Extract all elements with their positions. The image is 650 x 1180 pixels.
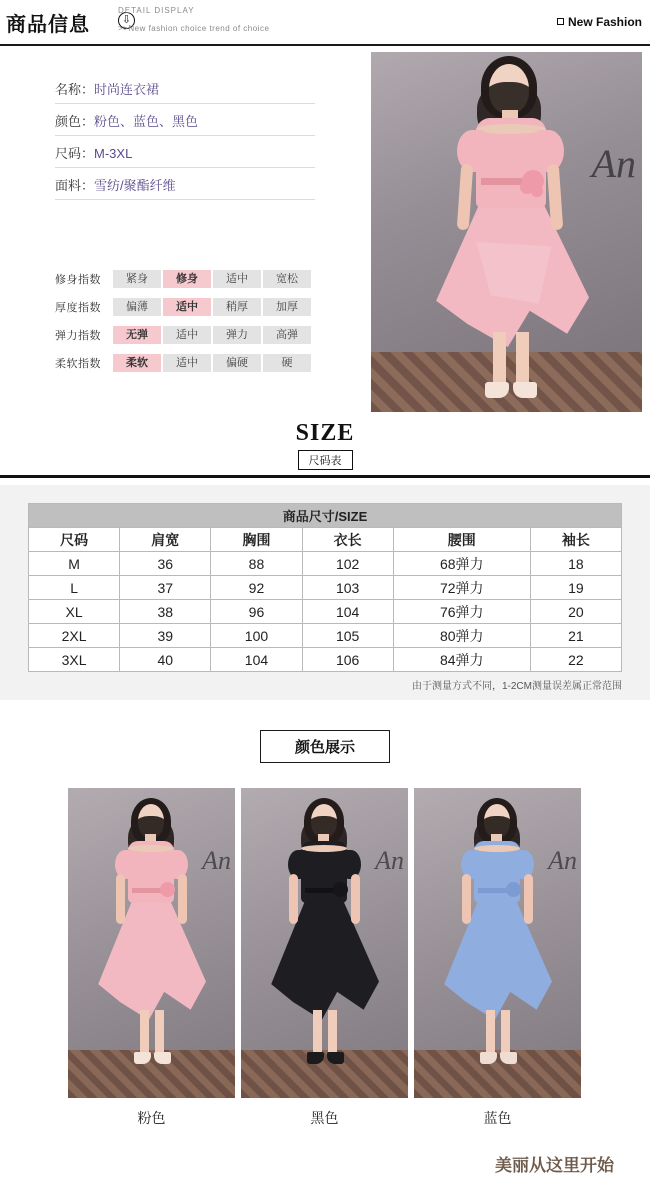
cell-bust: 96 bbox=[211, 600, 302, 624]
model-arm-right bbox=[351, 874, 360, 924]
photo-watermark: An bbox=[375, 846, 404, 875]
index-option: 稍厚 bbox=[213, 298, 261, 316]
model-leg-right bbox=[155, 1010, 164, 1058]
cell-waist: 76弹力 bbox=[393, 600, 530, 624]
index-label-elasticity: 弹力指数 bbox=[55, 330, 101, 342]
color-display-label: 颜色展示 bbox=[260, 730, 390, 763]
product-hero-photo bbox=[371, 52, 642, 412]
spec-row-name bbox=[55, 72, 315, 104]
cell-sleeve: 19 bbox=[530, 576, 621, 600]
col-header-bust: 胸围 bbox=[211, 528, 302, 552]
measurement-note: 由于测量方式不同，1-2CM测量误差属正常范围 bbox=[411, 681, 622, 692]
table-row bbox=[29, 576, 622, 600]
cell-shoulder: 40 bbox=[120, 648, 211, 672]
table-row bbox=[29, 600, 622, 624]
brand-tag bbox=[557, 15, 642, 29]
spec-value-color: 粉色、蓝色、黑色 bbox=[94, 114, 199, 129]
cell-bust: 92 bbox=[211, 576, 302, 600]
section-divider bbox=[0, 475, 650, 478]
cell-length: 105 bbox=[302, 624, 393, 648]
index-option: 硬 bbox=[263, 354, 311, 372]
cell-sleeve: 20 bbox=[530, 600, 621, 624]
spec-row-fabric bbox=[55, 168, 315, 200]
brand-tag-label: New Fashion bbox=[567, 15, 642, 29]
index-row-fit bbox=[55, 270, 313, 288]
photo-watermark: An bbox=[202, 846, 231, 875]
index-option: 宽松 bbox=[263, 270, 311, 288]
table-row bbox=[29, 552, 622, 576]
model-leg-left bbox=[313, 1010, 322, 1058]
flower-corsage bbox=[506, 882, 521, 897]
index-option-selected: 修身 bbox=[163, 270, 211, 288]
model-arm-left bbox=[462, 874, 471, 924]
model-arm-left bbox=[289, 874, 298, 924]
col-header-sleeve: 袖长 bbox=[530, 528, 621, 552]
footer-slogan: 美丽从这里开始 bbox=[495, 1156, 614, 1175]
index-option: 紧身 bbox=[113, 270, 161, 288]
color-label-black: 黑色 bbox=[310, 1110, 339, 1126]
model-shoe-right bbox=[500, 1052, 517, 1064]
model-shoe-right bbox=[154, 1052, 171, 1064]
col-header-size: 尺码 bbox=[29, 528, 120, 552]
cell-bust: 88 bbox=[211, 552, 302, 576]
cell-size: M bbox=[29, 552, 120, 576]
cell-length: 102 bbox=[302, 552, 393, 576]
page-title: 商品信息 bbox=[6, 14, 90, 36]
table-row bbox=[29, 648, 622, 672]
color-item-black[interactable] bbox=[241, 788, 408, 1128]
photo-floor bbox=[241, 1050, 408, 1098]
table-header-row bbox=[29, 528, 622, 552]
cell-size: XL bbox=[29, 600, 120, 624]
spec-label-size: 尺码： bbox=[55, 146, 95, 161]
cell-bust: 100 bbox=[211, 624, 302, 648]
size-heading bbox=[0, 420, 650, 470]
page-header bbox=[0, 0, 650, 46]
index-label-thickness: 厚度指数 bbox=[55, 302, 101, 314]
cell-waist: 68弹力 bbox=[393, 552, 530, 576]
spec-row-color bbox=[55, 104, 315, 136]
model-arm-left bbox=[116, 874, 125, 924]
cell-length: 103 bbox=[302, 576, 393, 600]
color-item-blue[interactable] bbox=[414, 788, 581, 1128]
square-bullet-icon bbox=[557, 18, 564, 25]
color-photo-pink bbox=[68, 788, 235, 1098]
cell-sleeve: 21 bbox=[530, 624, 621, 648]
spec-label-color: 颜色： bbox=[55, 114, 95, 129]
index-row-thickness bbox=[55, 298, 313, 316]
spec-label-name: 名称： bbox=[55, 82, 95, 97]
cold-shoulder-detail bbox=[128, 845, 174, 852]
cell-sleeve: 18 bbox=[530, 552, 621, 576]
down-arrow-circle-icon: ⇩ bbox=[118, 12, 135, 29]
index-label-softness: 柔软指数 bbox=[55, 358, 101, 370]
size-table-section bbox=[0, 485, 650, 700]
cell-sleeve: 22 bbox=[530, 648, 621, 672]
flower-corsage bbox=[333, 882, 348, 897]
index-bars bbox=[55, 270, 313, 382]
cell-size: L bbox=[29, 576, 120, 600]
photo-watermark: An bbox=[591, 141, 636, 186]
index-option: 弹力 bbox=[213, 326, 261, 344]
model-shoe-left bbox=[485, 382, 509, 398]
color-item-pink[interactable] bbox=[68, 788, 235, 1128]
photo-watermark: An bbox=[548, 846, 577, 875]
index-row-softness bbox=[55, 354, 313, 372]
spec-list bbox=[55, 72, 315, 200]
index-option: 加厚 bbox=[263, 298, 311, 316]
color-gallery bbox=[68, 788, 582, 1128]
cell-shoulder: 36 bbox=[120, 552, 211, 576]
photo-floor bbox=[68, 1050, 235, 1098]
table-row bbox=[29, 624, 622, 648]
cell-shoulder: 38 bbox=[120, 600, 211, 624]
index-option-selected: 无弹 bbox=[113, 326, 161, 344]
cell-shoulder: 39 bbox=[120, 624, 211, 648]
model-leg-left bbox=[140, 1010, 149, 1058]
cell-size: 3XL bbox=[29, 648, 120, 672]
spec-label-fabric: 面料： bbox=[55, 178, 95, 193]
index-option-selected: 适中 bbox=[163, 298, 211, 316]
index-label-fit: 修身指数 bbox=[55, 274, 101, 286]
spec-row-size bbox=[55, 136, 315, 168]
color-photo-black bbox=[241, 788, 408, 1098]
color-display-heading bbox=[0, 730, 650, 763]
photo-floor bbox=[414, 1050, 581, 1098]
color-label-pink: 粉色 bbox=[137, 1110, 166, 1126]
index-row-elasticity bbox=[55, 326, 313, 344]
index-option: 偏硬 bbox=[213, 354, 261, 372]
model-shoe-right bbox=[513, 382, 537, 398]
model-leg-right bbox=[328, 1010, 337, 1058]
index-option: 高弹 bbox=[263, 326, 311, 344]
cell-size: 2XL bbox=[29, 624, 120, 648]
index-option: 适中 bbox=[163, 354, 211, 372]
cell-length: 106 bbox=[302, 648, 393, 672]
index-option-selected: 柔软 bbox=[113, 354, 161, 372]
spec-value-size: M-3XL bbox=[94, 146, 133, 161]
cold-shoulder-detail bbox=[474, 845, 520, 852]
model-leg-right bbox=[501, 1010, 510, 1058]
index-option: 适中 bbox=[163, 326, 211, 344]
cold-shoulder-detail bbox=[301, 845, 347, 852]
table-caption: 商品尺寸/SIZE bbox=[29, 504, 622, 528]
cell-bust: 104 bbox=[211, 648, 302, 672]
cell-waist: 84弹力 bbox=[393, 648, 530, 672]
size-heading-box: 尺码表 bbox=[298, 450, 353, 470]
size-heading-en: SIZE bbox=[295, 420, 355, 446]
col-header-shoulder: 肩宽 bbox=[120, 528, 211, 552]
table-caption-row bbox=[29, 504, 622, 528]
header-subtitle-cn: >>New fashion choice trend of choice bbox=[118, 24, 270, 33]
cell-length: 104 bbox=[302, 600, 393, 624]
flower-corsage bbox=[160, 882, 175, 897]
model-leg-left bbox=[486, 1010, 495, 1058]
header-subtitle-en: DETAIL DISPLAY bbox=[118, 6, 195, 15]
cell-waist: 80弹力 bbox=[393, 624, 530, 648]
color-photo-blue bbox=[414, 788, 581, 1098]
spec-value-name: 时尚连衣裙 bbox=[94, 82, 160, 97]
index-option: 适中 bbox=[213, 270, 261, 288]
model-arm-right bbox=[178, 874, 187, 924]
cell-waist: 72弹力 bbox=[393, 576, 530, 600]
model-shoe-right bbox=[327, 1052, 344, 1064]
size-table bbox=[28, 503, 622, 672]
col-header-length: 衣长 bbox=[302, 528, 393, 552]
model-arm-right bbox=[524, 874, 533, 924]
flower-corsage bbox=[522, 170, 544, 192]
color-label-blue: 蓝色 bbox=[483, 1110, 512, 1126]
index-option: 偏薄 bbox=[113, 298, 161, 316]
spec-value-fabric: 雪纺/聚酯纤维 bbox=[94, 178, 176, 193]
cell-shoulder: 37 bbox=[120, 576, 211, 600]
col-header-waist: 腰围 bbox=[393, 528, 530, 552]
